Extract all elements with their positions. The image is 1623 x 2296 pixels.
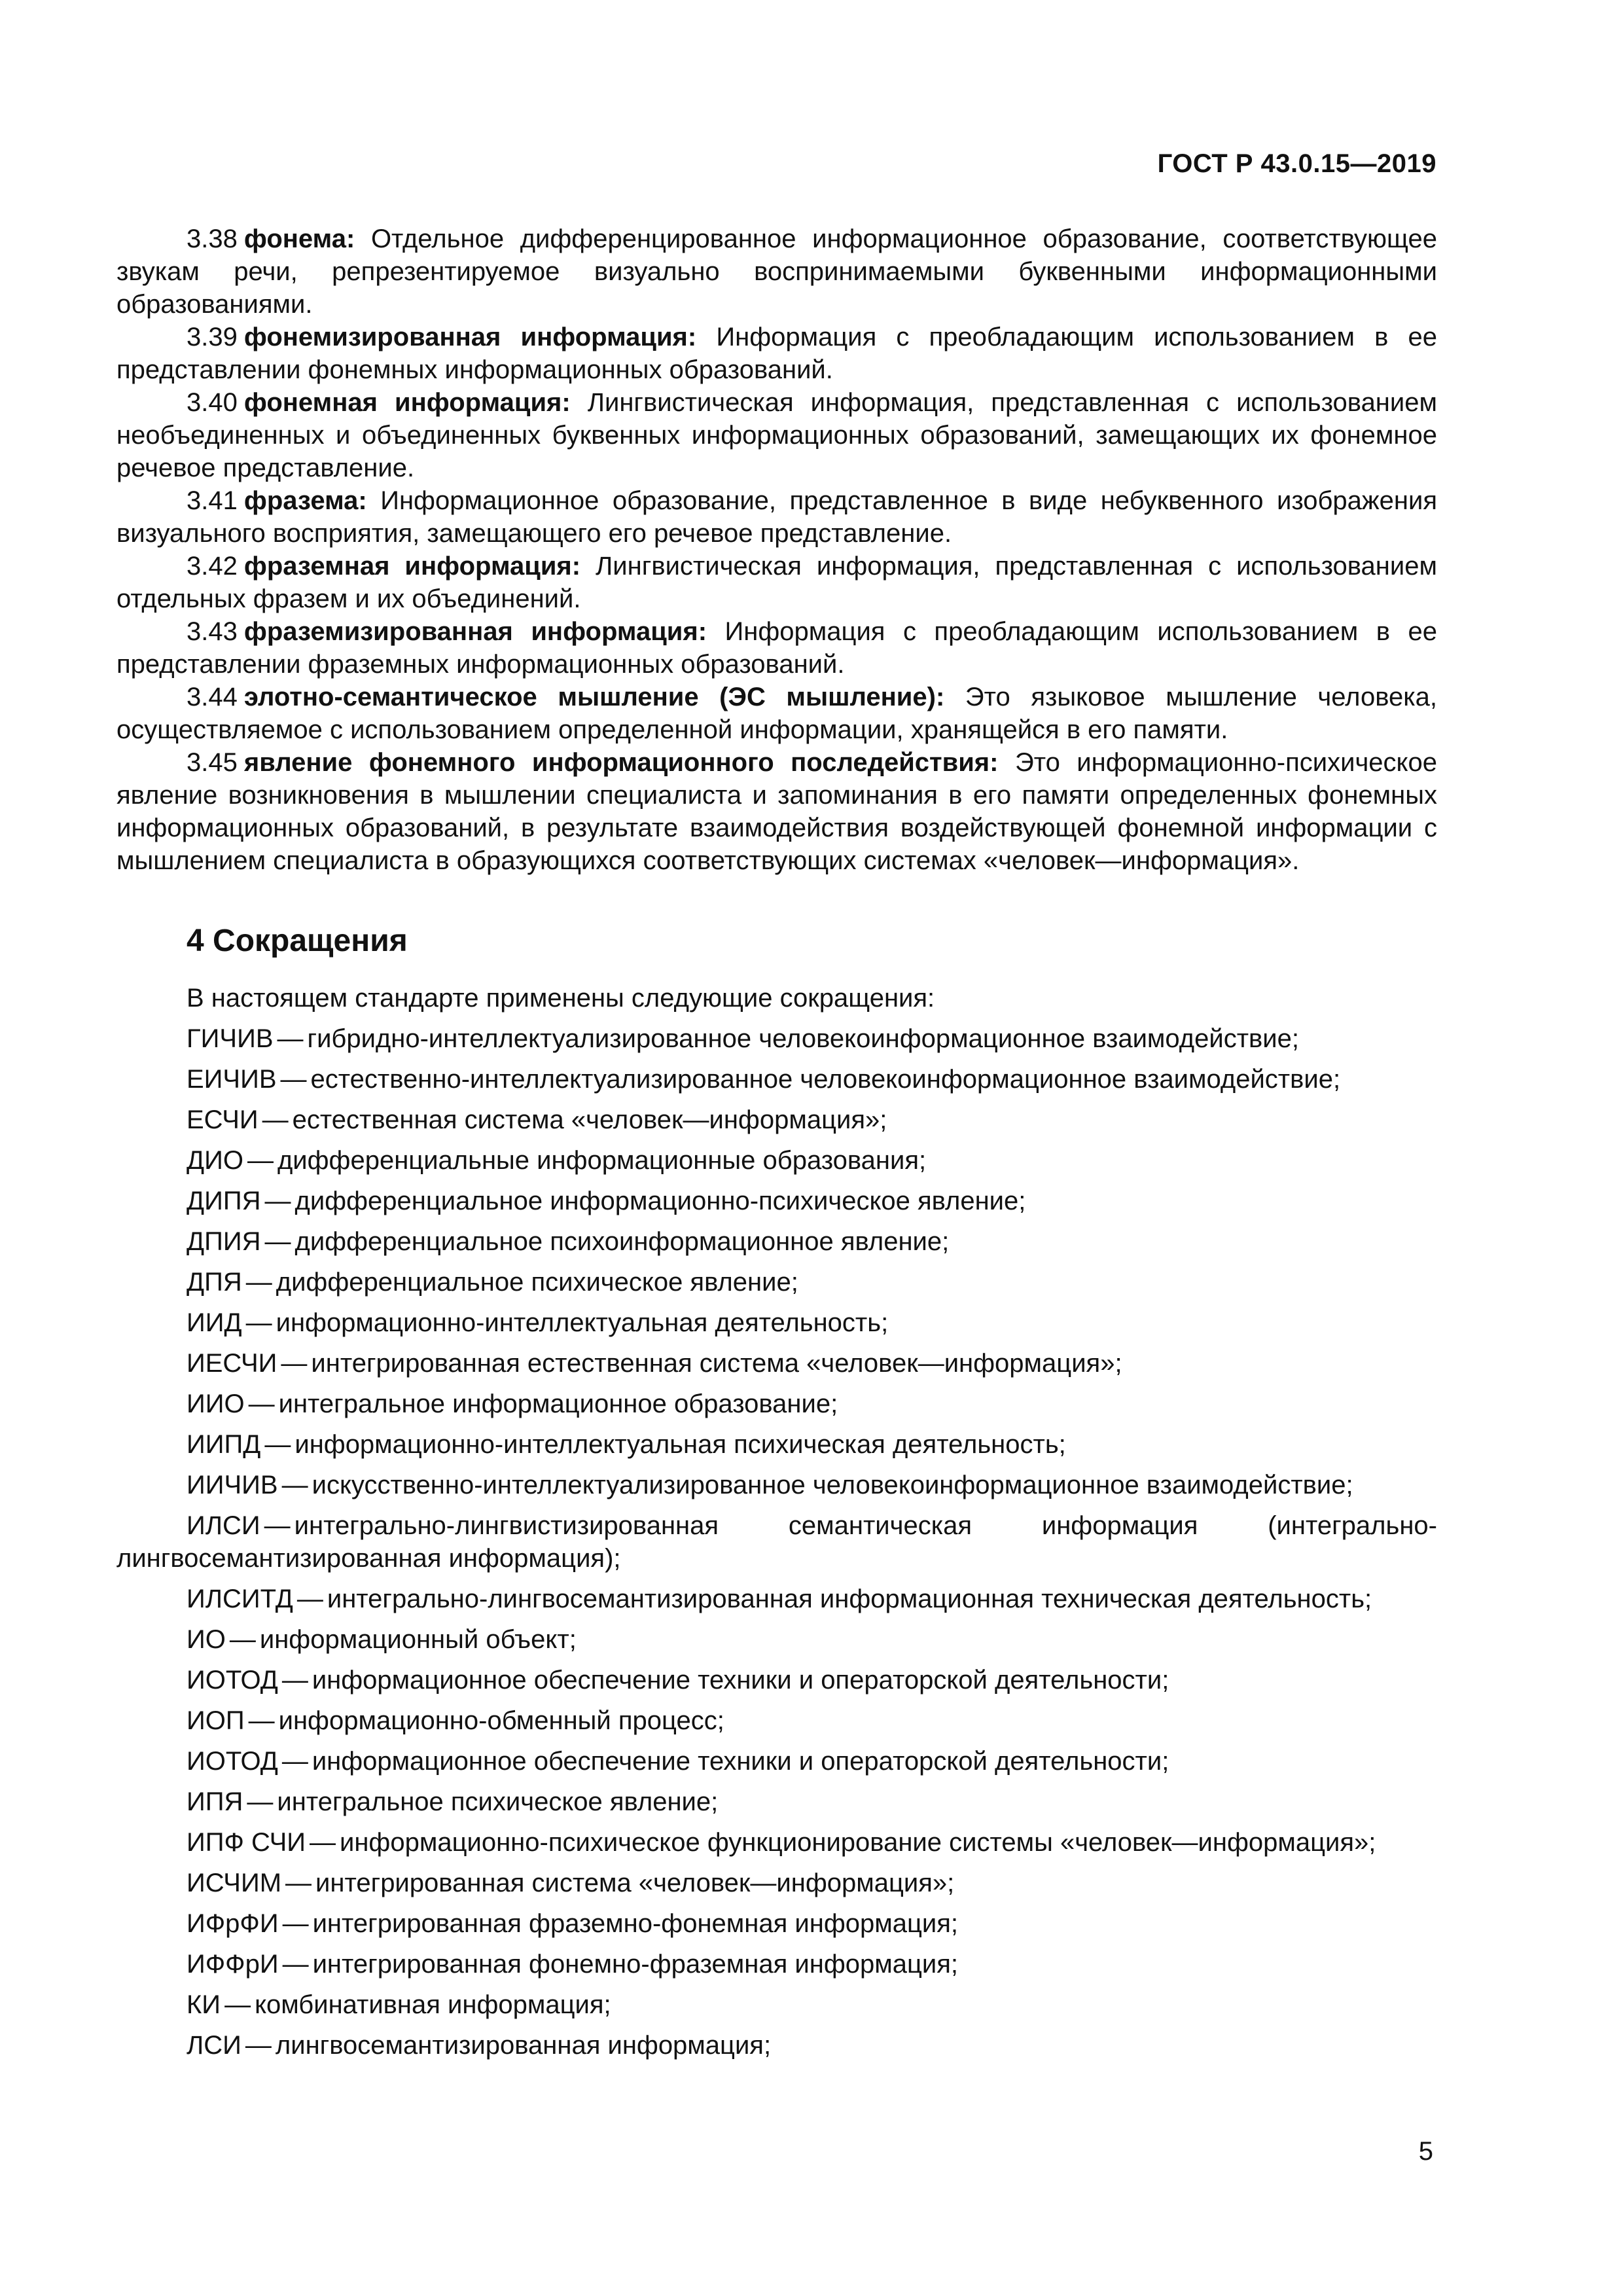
abbreviation-item xyxy=(116,1988,1437,2021)
dash: — xyxy=(224,1990,251,2019)
dash: — xyxy=(281,1747,308,1776)
dash: — xyxy=(285,1869,312,1897)
term-name: фраземизированная информация: xyxy=(243,617,707,646)
abbreviation-item xyxy=(116,1063,1437,1096)
term-definition: Информация с преобладающим использованием в ее представлении фонемных информационных образований. xyxy=(116,323,1437,384)
abbreviation-definition: интегрированная фонемно-фраземная информация; xyxy=(312,1950,959,1979)
term-item xyxy=(116,746,1437,877)
dash: — xyxy=(282,1909,309,1938)
term-name: фонема: xyxy=(243,224,355,253)
abbreviation-item xyxy=(116,1509,1437,1575)
dash: — xyxy=(248,1390,275,1418)
abbreviation-definition: естественно-интеллектуализированное человекоинформационное взаимодействие; xyxy=(310,1065,1341,1094)
abbreviation-item xyxy=(116,1583,1437,1615)
term-definition: Лингвистическая информация, представленная с использованием необъединенных и объединенных буквенных информационных образований, замещающих их фонемное речевое представление. xyxy=(116,388,1437,482)
abbreviation: ИОТОД xyxy=(187,1747,278,1776)
page-number: 5 xyxy=(1418,2137,1433,2166)
abbreviation: ИО xyxy=(187,1625,226,1654)
abbreviation-item xyxy=(116,1785,1437,1818)
abbreviation-item xyxy=(116,1388,1437,1420)
dash: — xyxy=(229,1625,256,1654)
abbreviation-item xyxy=(116,1826,1437,1859)
dash: — xyxy=(264,1227,291,1256)
abbreviation: ИИО xyxy=(187,1390,245,1418)
dash: — xyxy=(280,1065,307,1094)
abbreviation-definition: информационно-интеллектуальная психическая деятельность; xyxy=(294,1430,1066,1459)
abbreviation-definition: комбинативная информация; xyxy=(255,1990,611,2019)
dash: — xyxy=(247,1787,274,1816)
term-definition: Лингвистическая информация, представленная с использованием отдельных фразем и их объединений. xyxy=(116,552,1437,613)
abbreviation-item xyxy=(116,1745,1437,1778)
dash: — xyxy=(264,1430,291,1459)
abbreviation-definition: информационно-обменный процесс; xyxy=(278,1706,724,1735)
term-item xyxy=(116,386,1437,484)
abbreviation-definition: дифференциальные информационные образования; xyxy=(277,1146,927,1175)
abbreviation-item xyxy=(116,1469,1437,1501)
abbreviation-item xyxy=(116,1948,1437,1981)
abbreviation-definition: интегрированная естественная система «человек—информация»; xyxy=(311,1349,1122,1378)
dash: — xyxy=(262,1105,289,1134)
abbreviation: ИИЧИВ xyxy=(187,1471,278,1499)
abbreviation: ИФФрИ xyxy=(187,1950,279,1979)
abbreviation: ЕИЧИВ xyxy=(187,1065,277,1094)
term-number: 3.40 xyxy=(187,388,238,417)
term-name: фразема: xyxy=(243,486,367,515)
term-name: фонемизированная информация: xyxy=(243,323,697,351)
abbreviation: ИПФ СЧИ xyxy=(187,1828,306,1857)
term-item xyxy=(116,550,1437,615)
dash: — xyxy=(264,1511,291,1540)
dash: — xyxy=(296,1585,323,1613)
term-definition: Отдельное дифференцированное информационное образование, соответствующее звукам речи, репрезентируемое визуально воспринимаемыми буквенными информационными образованиями. xyxy=(116,224,1437,319)
abbreviation: ИОП xyxy=(187,1706,245,1735)
term-number: 3.39 xyxy=(187,323,238,351)
abbreviation: ДИО xyxy=(187,1146,243,1175)
abbreviation-definition: дифференциальное психоинформационное явление; xyxy=(294,1227,950,1256)
dash: — xyxy=(247,1146,274,1175)
abbreviation-definition: интегрированная система «человек—информация»; xyxy=(315,1869,955,1897)
term-definition: Это информационно-психическое явление возникновения в мышлении специалиста и запоминания в его памяти определенных фонемных информационных образований, в результате взаимодействия воздействующей фонемной информации с мышлением специалиста в образующихся соответствующих системах «человек—информация». xyxy=(116,748,1437,875)
term-number: 3.43 xyxy=(187,617,238,646)
abbreviation: ИПЯ xyxy=(187,1787,243,1816)
abbreviation: ЕСЧИ xyxy=(187,1105,259,1134)
abbreviation-definition: дифференциальное психическое явление; xyxy=(276,1268,798,1297)
terms-list xyxy=(116,223,1437,877)
abbreviation-item xyxy=(116,1907,1437,1940)
term-item xyxy=(116,484,1437,550)
abbreviation: ЛСИ xyxy=(187,2031,241,2060)
document-code-header: ГОСТ Р 43.0.15—2019 xyxy=(1157,149,1436,178)
abbreviation-item xyxy=(116,1266,1437,1299)
dash: — xyxy=(245,1308,272,1337)
abbreviation-item xyxy=(116,1867,1437,1899)
abbreviation-definition: информационно-психическое функционирование системы «человек—информация»; xyxy=(340,1828,1376,1857)
abbreviation-item xyxy=(116,1664,1437,1696)
abbreviation: ДПЯ xyxy=(187,1268,242,1297)
abbreviation-definition: интегральное психическое явление; xyxy=(277,1787,719,1816)
abbreviation-item xyxy=(116,1103,1437,1136)
dash: — xyxy=(310,1828,336,1857)
abbreviation: ИЛСИ xyxy=(187,1511,260,1540)
abbreviation: ИЕСЧИ xyxy=(187,1349,277,1378)
term-item xyxy=(116,321,1437,386)
term-definition: Информация с преобладающим использованием в ее представлении фраземных информационных образований. xyxy=(116,617,1437,679)
abbreviation-definition: искусственно-интеллектуализированное человекоинформационное взаимодействие; xyxy=(312,1471,1353,1499)
dash: — xyxy=(282,1950,309,1979)
abbreviation-item xyxy=(116,1306,1437,1339)
abbreviation: ИИД xyxy=(187,1308,242,1337)
term-definition: Информационное образование, представленное в виде небуквенного изображения визуального восприятия, замещающего его речевое представление. xyxy=(116,486,1437,548)
term-item xyxy=(116,223,1437,321)
abbreviation-item xyxy=(116,1225,1437,1258)
dash: — xyxy=(248,1706,275,1735)
abbreviation-item xyxy=(116,1704,1437,1737)
abbreviation-definition: интегрально-лингвосемантизированная информационная техническая деятельность; xyxy=(327,1585,1372,1613)
term-name: явление фонемного информационного последействия: xyxy=(243,748,999,777)
section-intro: В настоящем стандарте применены следующие сокращения: xyxy=(187,984,935,1013)
dash: — xyxy=(264,1187,291,1215)
dash: — xyxy=(281,1471,308,1499)
dash: — xyxy=(277,1024,304,1053)
abbreviation-definition: интегрально-лингвистизированная семантическая информация (интегрально-лингвосемантизированная информация); xyxy=(116,1511,1437,1573)
abbreviation: ИИПД xyxy=(187,1430,261,1459)
abbreviation-item xyxy=(116,1144,1437,1177)
section-title: 4 Сокращения xyxy=(187,924,408,958)
term-number: 3.45 xyxy=(187,748,238,777)
abbreviation-definition: лингвосемантизированная информация; xyxy=(275,2031,772,2060)
abbreviation: ГИЧИВ xyxy=(187,1024,274,1053)
abbreviation: ИОТОД xyxy=(187,1666,278,1695)
term-name: элотно-семантическое мышление (ЭС мышление): xyxy=(243,683,945,711)
term-number: 3.41 xyxy=(187,486,238,515)
abbreviation: ИЛСИТД xyxy=(187,1585,293,1613)
term-name: фраземная информация: xyxy=(243,552,581,581)
abbreviation-definition: интегральное информационное образование; xyxy=(278,1390,838,1418)
dash: — xyxy=(245,2031,272,2060)
abbreviation-definition: интегрированная фраземно-фонемная информация; xyxy=(312,1909,959,1938)
term-item xyxy=(116,615,1437,681)
dash: — xyxy=(281,1349,308,1378)
dash: — xyxy=(281,1666,308,1695)
term-name: фонемная информация: xyxy=(243,388,571,417)
abbreviation-item xyxy=(116,1428,1437,1461)
abbreviation-item xyxy=(116,2029,1437,2062)
abbreviation: ИСЧИМ xyxy=(187,1869,282,1897)
abbreviation-item xyxy=(116,1022,1437,1055)
abbreviation: КИ xyxy=(187,1990,221,2019)
abbreviation-item xyxy=(116,1623,1437,1656)
abbreviation-definition: информационный объект; xyxy=(259,1625,577,1654)
abbreviation-definition: информационное обеспечение техники и операторской деятельности; xyxy=(312,1666,1169,1695)
abbreviation: ДИПЯ xyxy=(187,1187,261,1215)
term-number: 3.38 xyxy=(187,224,238,253)
abbreviation: ДПИЯ xyxy=(187,1227,261,1256)
abbreviation-item xyxy=(116,1185,1437,1217)
term-number: 3.44 xyxy=(187,683,238,711)
abbreviation-item xyxy=(116,1347,1437,1380)
abbreviation-definition: гибридно-интеллектуализированное человекоинформационное взаимодействие; xyxy=(307,1024,1299,1053)
abbreviation-definition: естественная система «человек—информация»; xyxy=(292,1105,887,1134)
term-item xyxy=(116,681,1437,746)
abbreviation-definition: информационно-интеллектуальная деятельность; xyxy=(276,1308,889,1337)
abbreviation-definition: информационное обеспечение техники и операторской деятельности; xyxy=(312,1747,1169,1776)
abbreviations-list xyxy=(116,982,1437,2070)
term-definition: Это языковое мышление человека, осуществляемое с использованием определенной информации, хранящейся в его памяти. xyxy=(116,683,1437,744)
dash: — xyxy=(245,1268,272,1297)
abbreviation: ИФрФИ xyxy=(187,1909,279,1938)
abbreviation-definition: дифференциальное информационно-психическое явление; xyxy=(294,1187,1026,1215)
term-number: 3.42 xyxy=(187,552,238,581)
